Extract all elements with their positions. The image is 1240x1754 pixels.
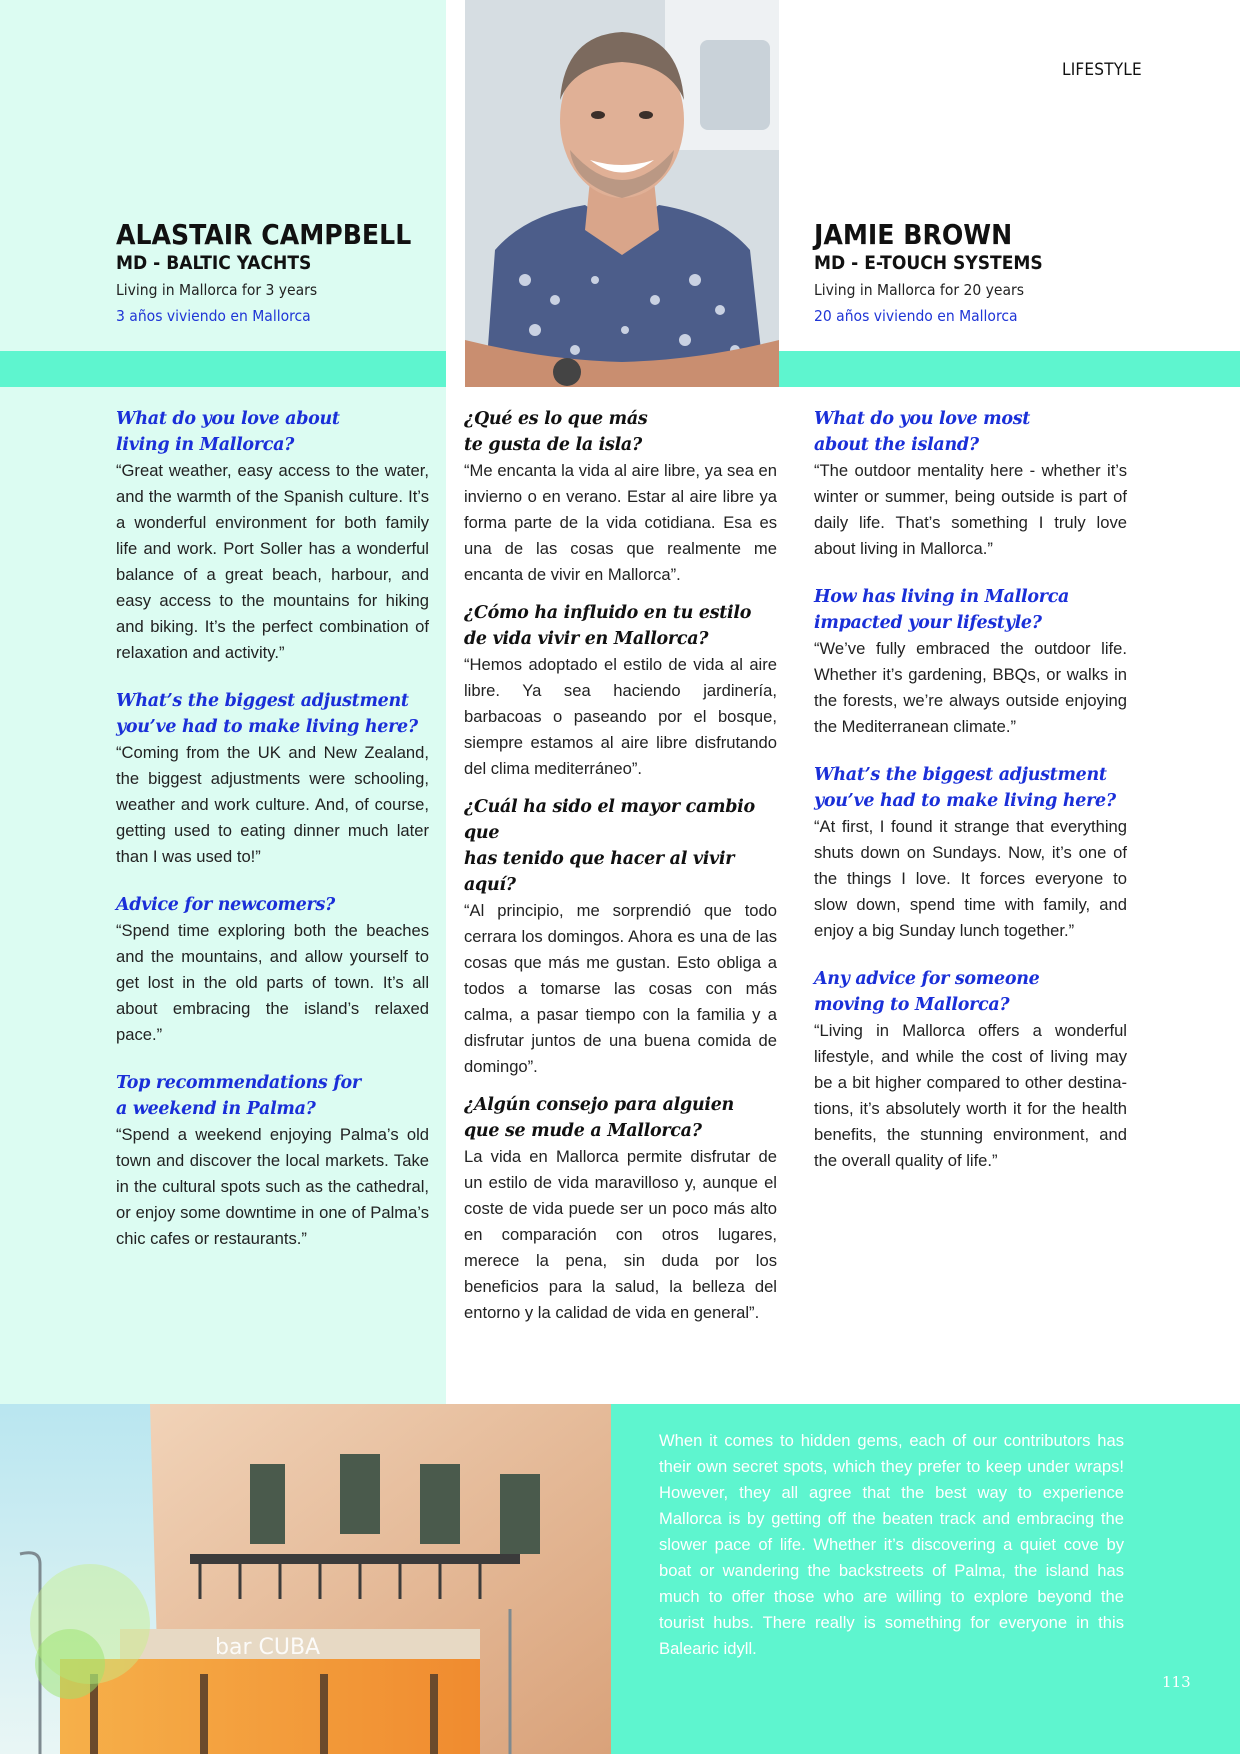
profile-years-es: 3 años viviendo en Mallorca	[116, 307, 311, 325]
question-line: que se mude a Mallorca?	[464, 1121, 702, 1141]
qa-column-left	[116, 406, 429, 1274]
question	[116, 892, 429, 918]
question	[464, 1092, 777, 1144]
qa-item	[464, 1092, 777, 1326]
answer: “Al principio, me sorprendió que todo cerrara los domingos. Ahora es una de las cosas que más me gustan. Esto obliga a todos a tomarse las cosas con más calma, a pasar tiempo con la familia y a disfrutar juntos de una buena comida de domingo”.	[464, 901, 777, 1076]
profile-right	[814, 219, 1043, 327]
answer: “Hemos adoptado el estilo de vida al aire libre. Ya sea haciendo jardinería, barbacoas o paseando por el bosque, siempre estamos al aire libre disfrutando del clima mediterráneo”.	[464, 655, 777, 778]
question-line: What’s the biggest adjustment	[116, 691, 409, 711]
answer: “Spend a weekend enjoying Palma’s old town and discover the local markets. Take in the cultural spots such as the cathedral, or enjoy some downtime in one of Palma’s chic cafes or restaurants.”	[116, 1125, 429, 1248]
qa-item	[814, 762, 1127, 944]
qa-item	[464, 600, 777, 782]
question-line: te gusta de la isla?	[464, 435, 642, 455]
question-line: ¿Cuál ha sido el mayor cambio que	[464, 797, 755, 843]
qa-item	[464, 794, 777, 1080]
question	[464, 600, 777, 652]
page-number: 113	[1162, 1673, 1191, 1691]
profile-years-en: Living in Mallorca for 20 years	[814, 281, 1025, 299]
question	[464, 406, 777, 458]
cafe-illustration	[0, 1404, 611, 1754]
question-line: you’ve had to make living here?	[814, 791, 1116, 811]
question-line: about the island?	[814, 435, 979, 455]
qa-item	[116, 406, 429, 666]
portrait-photo	[465, 0, 779, 387]
qa-item	[116, 892, 429, 1048]
question-line: Advice for newcomers?	[116, 895, 335, 915]
question-line: has tenido que hacer al vivir aquí?	[464, 849, 735, 895]
profile-left	[116, 219, 411, 327]
question-line: What do you love most	[814, 409, 1031, 429]
answer: “Me encanta la vida al aire libre, ya sea en invierno o en verano. Estar al aire libre ya forma parte de la vida cotidiana. Esa es una de las cosas que realmente me encanta de vivir en Mallorca”.	[464, 461, 777, 584]
question-line: ¿Qué es lo que más	[464, 409, 648, 429]
question-line: you’ve had to make living here?	[116, 717, 418, 737]
qa-item	[814, 406, 1127, 562]
question-line: moving to Mallorca?	[814, 995, 1010, 1015]
qa-item	[814, 966, 1127, 1174]
question-line: a weekend in Palma?	[116, 1099, 316, 1119]
question-line: living in Mallorca?	[116, 435, 295, 455]
portrait-illustration	[465, 0, 779, 387]
question-line: What’s the biggest adjustment	[814, 765, 1107, 785]
question	[814, 762, 1127, 814]
question	[116, 1070, 429, 1122]
qa-column-middle	[464, 406, 777, 1338]
qa-item	[814, 584, 1127, 740]
profile-role: MD - BALTIC YACHTS	[116, 252, 312, 274]
question-line: How has living in Mallorca	[814, 587, 1070, 607]
question-line: ¿Cómo ha influido en tu estilo	[464, 603, 752, 623]
answer: “The outdoor mentality here - whether it’s winter or summer, being outside is part of daily life. That’s something I truly love about living in Mallorca.”	[814, 461, 1127, 558]
section-label: LIFESTYLE	[1062, 60, 1142, 80]
question	[814, 584, 1127, 636]
accent-band-gap	[446, 351, 465, 387]
question	[814, 406, 1127, 458]
qa-column-right	[814, 406, 1127, 1196]
cafe-sign: bar CUBA	[215, 1635, 321, 1660]
answer: “Spend time exploring both the beaches and the mountains, and allow yourself to get lost in the old parts of town. It’s all about embracing the island’s relaxed pace.”	[116, 921, 429, 1044]
question-line: Any advice for someone	[814, 969, 1040, 989]
answer: “At first, I found it strange that everything shuts down on Sundays. Now, it’s one of the things I love. It forces everyone to slow down, spend time with family, and enjoy a big Sunday lunch together.”	[814, 817, 1127, 940]
question	[116, 688, 429, 740]
answer: La vida en Mallorca permite disfrutar de un estilo de vida maravilloso y, aunque el coste de vida puede ser un poco más alto en comparación con otros lugares, merece la pena, sin duda por los beneficios para la salud, la belleza del entorno y la calidad de vida en general”.	[464, 1147, 777, 1322]
question-line: impacted your lifestyle?	[814, 613, 1042, 633]
profile-name: JAMIE BROWN	[814, 218, 1013, 251]
question-line: ¿Algún consejo para alguien	[464, 1095, 734, 1115]
question-line: de vida vivir en Mallorca?	[464, 629, 709, 649]
profile-years-es: 20 años viviendo en Mallorca	[814, 307, 1018, 325]
question-line: Top recommendations for	[116, 1073, 361, 1093]
qa-item	[116, 1070, 429, 1252]
question	[814, 966, 1127, 1018]
answer: “Coming from the UK and New Zealand, the biggest adjustments were schooling, weather and work culture. And, of course, getting used to eating dinner much later than I was used to!”	[116, 743, 429, 866]
intro-text: When it comes to hidden gems, each of our contributors has their own secret spots, which they prefer to keep under wraps! However, they all agree that the best way to experience Mallorca is by getting off the beaten track and embracing the slower pace of life. Whether it’s discovering a quiet cove by boat or wandering the backstreets of Palma, the island has much to offer those who are willing to explore beyond the tourist hubs. There really is something for everyone in this Balearic idyll.	[659, 1431, 1124, 1658]
profile-years-en: Living in Mallorca for 3 years	[116, 281, 318, 299]
answer: “Great weather, easy access to the water, and the warmth of the Spanish culture. It’s a wonderful environment for both family life and work. Port Soller has a wonderful balance of a great beach, harbour, and easy access to the mountains for hiking and biking. It’s the perfect combination of relaxation and activity.”	[116, 461, 429, 662]
profile-name: ALASTAIR CAMPBELL	[116, 218, 412, 251]
qa-item	[116, 688, 429, 870]
cafe-photo	[0, 1404, 611, 1754]
answer: “We’ve fully embraced the outdoor life. Whether it’s gardening, BBQs, or walks in the forests, we’re always outside enjoying the Mediterranean climate.”	[814, 639, 1127, 736]
question	[464, 794, 777, 898]
qa-item	[464, 406, 777, 588]
question	[116, 406, 429, 458]
answer: “Living in Mallorca offers a wonderful lifestyle, and while the cost of living may be a bit higher compared to other destina-tions, it’s absolutely worth it for the health benefits, the stunning environment, and the overall quality of life.”	[814, 1021, 1127, 1170]
profile-role: MD - E-TOUCH SYSTEMS	[814, 252, 1043, 274]
question-line: What do you love about	[116, 409, 340, 429]
